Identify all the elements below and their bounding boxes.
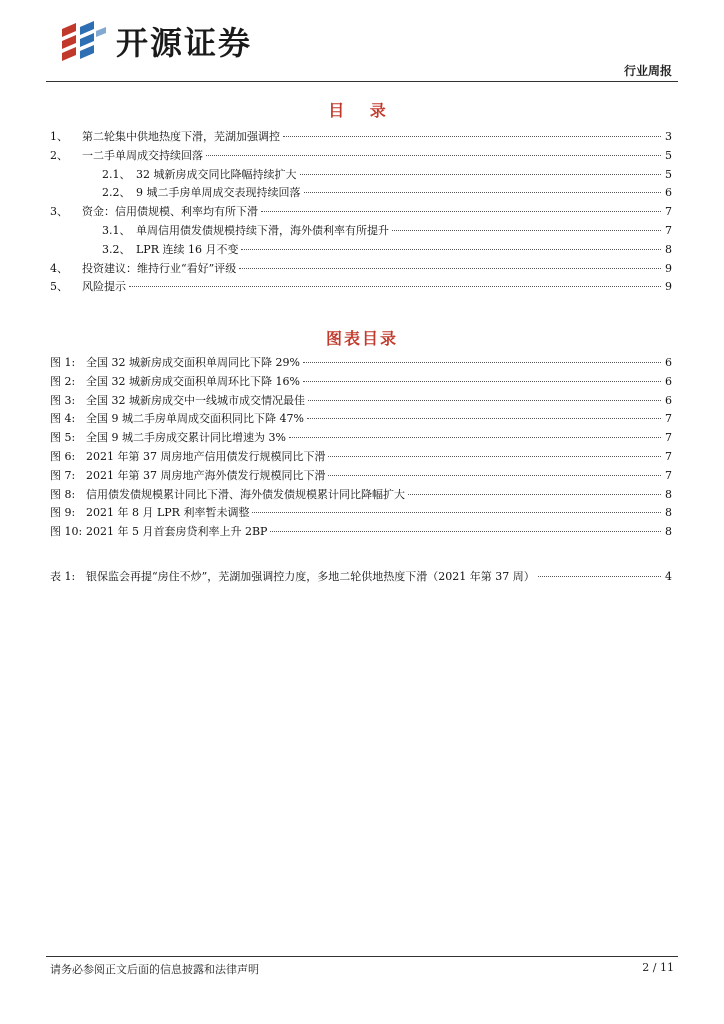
entry-number: 1、 <box>50 130 68 143</box>
entry-label: 风险提示 <box>82 280 126 294</box>
entry-number: 2.1、 <box>102 167 131 181</box>
entry-label: 全国 32 城新房成交面积单周同比下降 29% <box>86 356 300 369</box>
toc-entry[interactable] <box>50 568 672 587</box>
entry-page-number: 9 <box>665 261 672 275</box>
entry-label: 投资建议：维持行业“看好”评级 <box>82 261 237 275</box>
entry-page-number: 6 <box>665 356 672 369</box>
report-type-label: 行业周报 <box>623 64 672 78</box>
dot-leader <box>328 456 661 457</box>
entry-label: LPR 连续 16 月不变 <box>136 242 239 256</box>
dot-leader <box>307 418 661 419</box>
entry-number: 图 3: <box>50 393 76 407</box>
dot-leader <box>300 174 662 175</box>
toc-entry[interactable] <box>50 448 672 467</box>
entry-number: 3、 <box>50 205 68 219</box>
toc-entry[interactable] <box>50 354 672 373</box>
entry-page-number: 3 <box>665 130 672 143</box>
footer-divider <box>46 956 678 957</box>
entry-page-number: 7 <box>665 223 672 237</box>
dot-leader <box>241 249 661 250</box>
toc-entry[interactable] <box>50 523 672 542</box>
entry-number: 图 1: <box>50 356 76 369</box>
dot-leader <box>283 136 661 137</box>
toc-entry[interactable] <box>50 373 672 392</box>
figures-title: 图表目录 <box>325 329 398 348</box>
toc-entry[interactable] <box>50 278 672 297</box>
entry-page-number: 7 <box>665 449 672 463</box>
entry-page-number: 4 <box>665 570 672 583</box>
dot-leader <box>261 211 661 212</box>
toc-entry[interactable] <box>50 128 672 147</box>
dot-leader <box>328 475 661 476</box>
header-divider <box>46 81 678 82</box>
dot-leader <box>129 286 661 287</box>
entry-label: 全国 32 城新房成交中一线城市成交情况最佳 <box>86 393 305 407</box>
toc-entry[interactable] <box>50 429 672 448</box>
dot-leader <box>270 531 661 532</box>
entry-label: 第二轮集中供地热度下滑，芜湖加强调控 <box>82 130 280 143</box>
entry-number: 2、 <box>50 148 68 162</box>
dot-leader <box>308 400 661 401</box>
dot-leader <box>239 268 661 269</box>
toc-entry[interactable] <box>50 504 672 523</box>
dot-leader <box>304 192 662 193</box>
entry-label: 资金：信用债规模、利率均有所下滑 <box>82 205 258 219</box>
entry-label: 银保监会再提“房住不炒”，芜湖加强调控力度，多地二轮供地热度下滑（2021 年第 37 周） <box>86 570 535 583</box>
entry-number: 5、 <box>50 280 68 294</box>
entry-label: 32 城新房成交同比降幅持续扩大 <box>136 167 297 181</box>
toc-entry[interactable] <box>50 260 672 279</box>
entry-page-number: 7 <box>665 468 672 482</box>
entry-page-number: 5 <box>665 148 672 162</box>
brand-name: 开源证券 <box>116 24 253 62</box>
page-header <box>0 0 724 80</box>
entry-page-number: 7 <box>665 412 672 426</box>
dot-leader <box>303 381 661 382</box>
entry-page-number: 9 <box>665 280 672 294</box>
dot-leader <box>289 437 661 438</box>
entry-label: 全国 32 城新房成交面积单周环比下降 16% <box>86 374 300 388</box>
toc-entry[interactable] <box>50 184 672 203</box>
tables-list <box>50 568 672 587</box>
toc-entry[interactable] <box>50 147 672 166</box>
entry-number: 图 5: <box>50 431 76 445</box>
dot-leader <box>538 576 661 577</box>
toc-entry[interactable] <box>50 467 672 486</box>
entry-label: 信用债发债规模累计同比下滑、海外债发债规模累计同比降幅扩大 <box>86 487 405 501</box>
entry-page-number: 8 <box>665 525 672 539</box>
entry-page-number: 6 <box>665 374 672 388</box>
entry-page-number: 7 <box>665 431 672 445</box>
dot-leader <box>408 494 661 495</box>
entry-page-number: 8 <box>665 487 672 501</box>
toc-entry[interactable] <box>50 486 672 505</box>
entry-number: 表 1: <box>50 570 76 583</box>
entry-label: 全国 9 城二手房单周成交面积同比下降 47% <box>86 412 304 426</box>
entry-label: 2021 年第 37 周房地产海外债发行规模同比下滑 <box>86 468 326 482</box>
entry-label: 2021 年第 37 周房地产信用债发行规模同比下滑 <box>86 449 326 463</box>
entry-page-number: 5 <box>665 167 672 181</box>
entry-number: 图 10: <box>50 525 83 539</box>
entry-number: 2.2、 <box>102 186 131 200</box>
entry-label: 全国 9 城二手房成交累计同比增速为 3% <box>86 431 286 445</box>
entry-label: 2021 年 5 月首套房贷利率上升 2BP <box>86 525 268 539</box>
entry-number: 图 8: <box>50 487 76 501</box>
entry-number: 3.1、 <box>102 223 131 237</box>
entry-page-number: 8 <box>665 242 672 256</box>
page-indicator: 2 / 11 <box>642 961 674 974</box>
toc-entry[interactable] <box>50 410 672 429</box>
toc-title: 目 录 <box>328 101 396 120</box>
toc-entry[interactable] <box>50 203 672 222</box>
entry-page-number: 6 <box>665 186 672 200</box>
entry-number: 4、 <box>50 261 68 275</box>
entry-number: 图 9: <box>50 506 76 520</box>
entry-page-number: 8 <box>665 506 672 520</box>
entry-label: 9 城二手房单周成交表现持续回落 <box>136 186 301 200</box>
dot-leader <box>303 362 661 363</box>
dot-leader <box>206 155 661 156</box>
toc-entry[interactable] <box>50 392 672 411</box>
entry-number: 图 2: <box>50 374 76 388</box>
entry-label: 2021 年 8 月 LPR 利率暂未调整 <box>86 506 250 520</box>
brand-logo <box>60 18 252 64</box>
dot-leader <box>252 512 661 513</box>
toc-entry[interactable] <box>50 222 672 241</box>
entry-number: 图 7: <box>50 468 76 482</box>
toc-entry[interactable] <box>50 166 672 185</box>
entry-number: 3.2、 <box>102 242 131 256</box>
dot-leader <box>392 230 661 231</box>
entry-label: 单周信用债发债规模持续下滑，海外债利率有所提升 <box>136 223 389 237</box>
entry-label: 一二手单周成交持续回落 <box>82 148 203 162</box>
entry-number: 图 4: <box>50 412 76 426</box>
toc-list <box>50 128 672 297</box>
brand-logo-icon <box>60 19 108 63</box>
entry-page-number: 6 <box>665 393 672 407</box>
entry-page-number: 7 <box>665 205 672 219</box>
figures-list <box>50 354 672 542</box>
entry-number: 图 6: <box>50 449 76 463</box>
footer-disclaimer: 请务必参阅正文后面的信息披露和法律声明 <box>50 963 259 976</box>
toc-entry[interactable] <box>50 241 672 260</box>
